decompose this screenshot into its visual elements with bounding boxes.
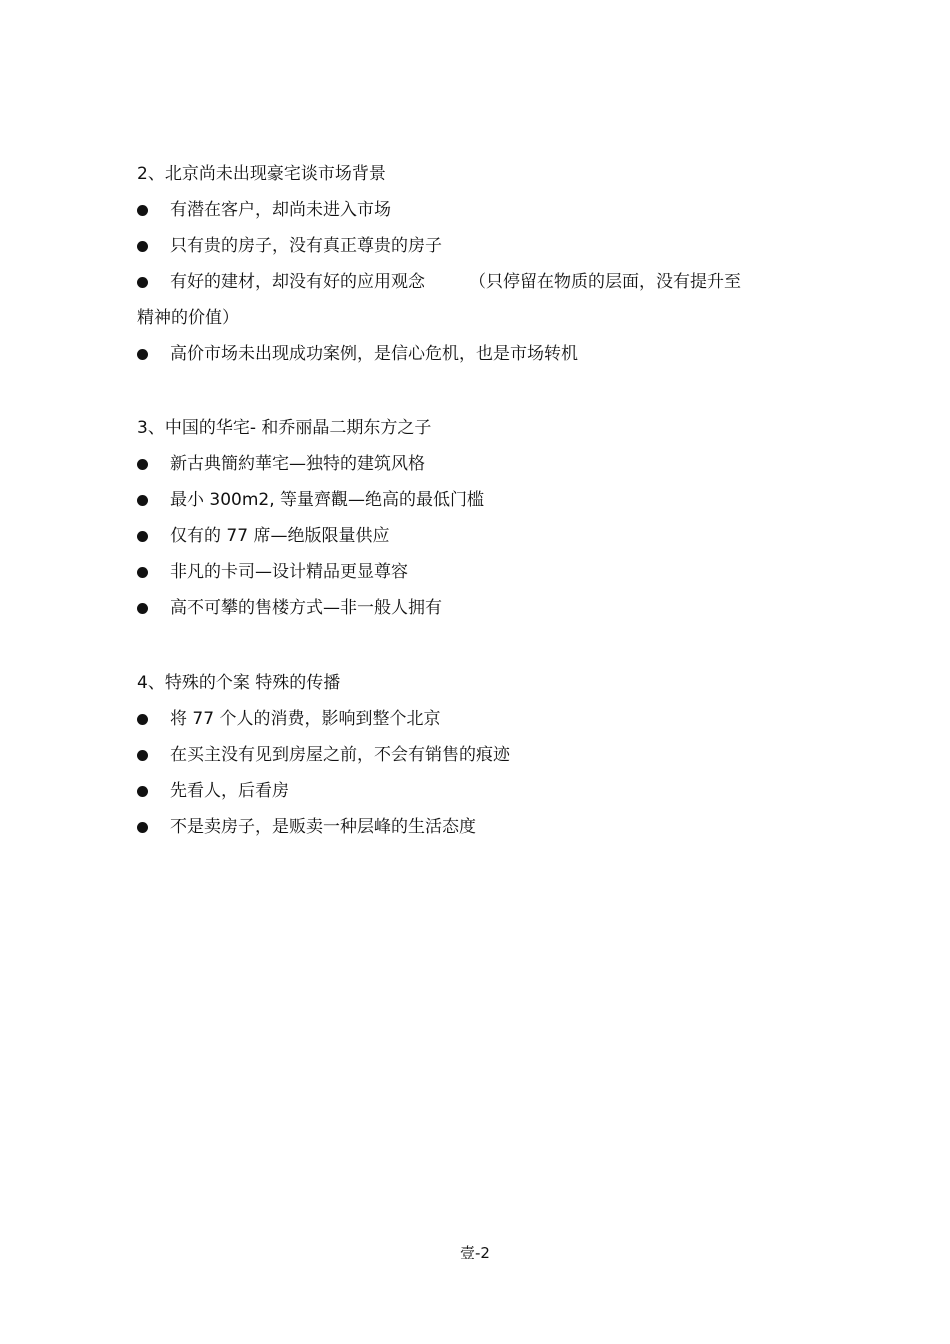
list-item-text: 有好的建材，却没有好的应用观念 — [170, 272, 425, 292]
list-item-text: 不是卖房子，是贩卖一种层峰的生活态度 — [170, 817, 476, 837]
list-item — [137, 777, 817, 805]
bullet-icon — [137, 531, 148, 542]
section-market-background — [137, 160, 817, 376]
bullet-icon — [137, 205, 148, 216]
page-number: 壹-2 — [460, 1244, 490, 1262]
list-item-text: 先看人，后看房 — [170, 781, 289, 801]
list-item — [137, 486, 817, 514]
list-item — [137, 450, 817, 478]
list-item-text: 非凡的卡司—设计精品更显尊容 — [170, 562, 408, 582]
list-item-text: 新古典簡約華宅—独特的建筑风格 — [170, 454, 425, 474]
list-item-text: 有潜在客户，却尚未进入市场 — [170, 200, 391, 220]
section-heading: 4、特殊的个案 特殊的传播 — [137, 673, 341, 693]
list-item — [137, 196, 817, 224]
section-chinese-mansion — [137, 414, 817, 630]
list-item — [137, 522, 817, 550]
list-item-text: 高价市场未出现成功案例，是信心危机，也是市场转机 — [170, 344, 578, 364]
bullet-icon — [137, 241, 148, 252]
list-item — [137, 705, 817, 733]
section-special-case — [137, 669, 817, 849]
list-item — [137, 340, 817, 368]
list-item-note: （只停留在物质的层面，没有提升至 — [469, 272, 741, 292]
list-item-text: 高不可攀的售楼方式—非一般人拥有 — [170, 598, 442, 618]
bullet-icon — [137, 603, 148, 614]
section-heading: 3、中国的华宅- 和乔丽晶二期东方之子 — [137, 418, 432, 438]
list-item-continuation: 精神的价值） — [137, 308, 239, 328]
list-item — [137, 813, 817, 841]
list-item-text: 最小 300m2, 等量齊觀—绝高的最低门槛 — [170, 490, 485, 510]
section-heading: 2、北京尚未出现豪宅谈市场背景 — [137, 164, 386, 184]
list-item — [137, 232, 817, 260]
list-item-text: 在买主没有见到房屋之前，不会有销售的痕迹 — [170, 745, 510, 765]
list-item — [137, 594, 817, 622]
bullet-icon — [137, 459, 148, 470]
list-item — [137, 558, 817, 586]
bullet-icon — [137, 567, 148, 578]
list-item-text: 将 77 个人的消费，影响到整个北京 — [170, 709, 441, 729]
list-item-text-wrapper — [137, 268, 817, 332]
bullet-icon — [137, 750, 148, 761]
list-item — [137, 741, 817, 769]
bullet-icon — [137, 822, 148, 833]
bullet-icon — [137, 714, 148, 725]
bullet-icon — [137, 349, 148, 360]
list-item — [137, 268, 817, 332]
list-item-text: 只有贵的房子，没有真正尊贵的房子 — [170, 236, 442, 256]
bullet-icon — [137, 277, 148, 288]
bullet-icon — [137, 495, 148, 506]
bullet-icon — [137, 786, 148, 797]
list-item-text: 仅有的 77 席—绝版限量供应 — [170, 526, 390, 546]
